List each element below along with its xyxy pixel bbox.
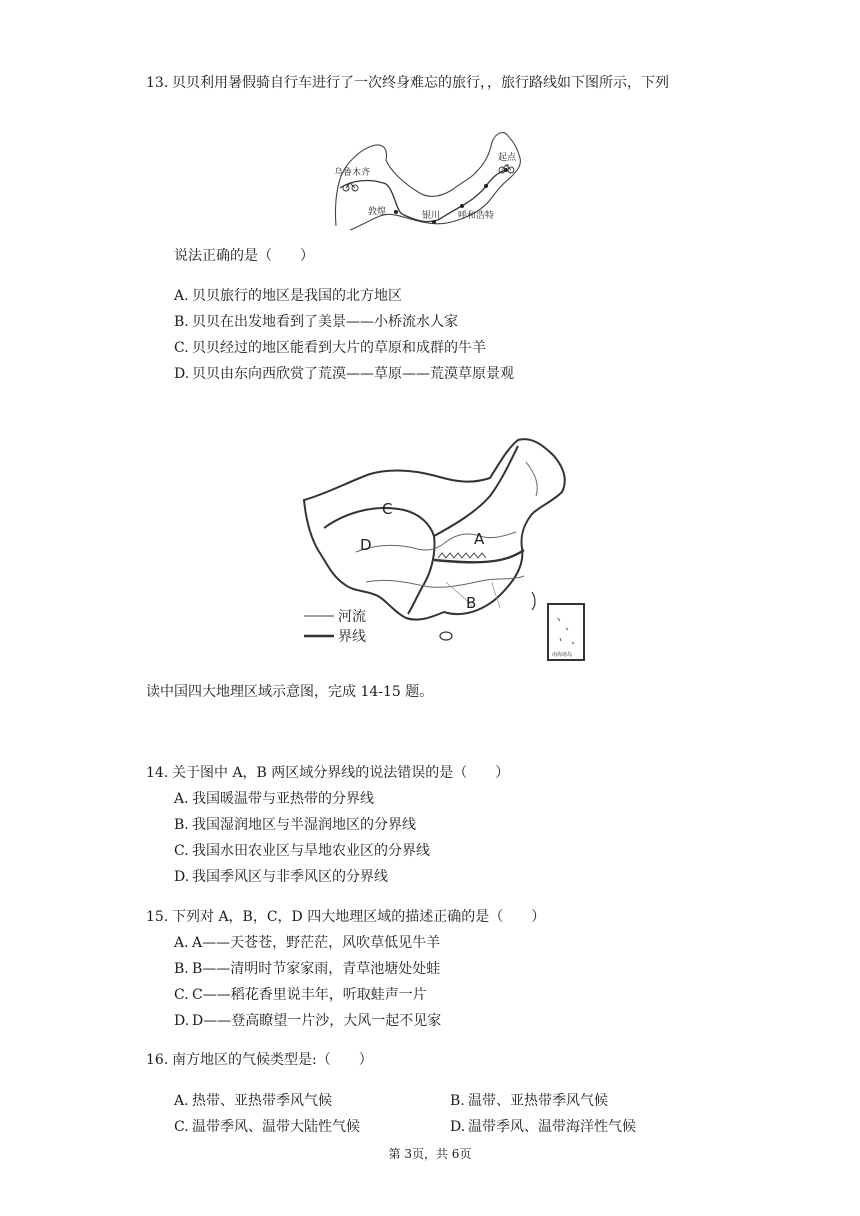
legend-river: 河流 (338, 609, 366, 625)
label-start: 起点 (498, 153, 517, 163)
china-regions-map (296, 432, 596, 667)
region-label-c: C (382, 500, 393, 518)
q14-option-b: B. 我国湿润地区与半湿润地区的分界线 (174, 817, 416, 833)
q13-option-c: C. 贝贝经过的地区能看到大片的草原和成群的牛羊 (174, 340, 486, 356)
q13-stem-text: 贝贝利用暑假骑自行车进行了一次终身难忘的旅行，，旅行路线如下图所示，下列 (172, 75, 669, 91)
q15-option-b: B. B——清明时节家家雨，青草池塘处处蛙 (174, 961, 441, 977)
q14-option-c: C. 我国水田农业区与旱地农业区的分界线 (174, 843, 430, 859)
q13-number: 13. (146, 75, 169, 91)
map-legend (304, 608, 366, 645)
q15-number: 15. (146, 909, 169, 925)
region-label-a: A (474, 530, 485, 548)
q16-option-a: A. 热带、亚热带季风气候 (174, 1093, 332, 1109)
label-urumqi: 乌鲁木齐 (334, 168, 371, 178)
q15-stem-text: 下列对 A，B，C，D 四大地理区域的描述正确的是（ ） (172, 909, 546, 925)
q15-option-a: A. A——天苍苍，野茫茫，风吹草低见牛羊 (174, 935, 441, 951)
bicycle-icon-west (343, 183, 358, 191)
q13-option-a: A. 贝贝旅行的地区是我国的北方地区 (174, 288, 402, 304)
intro-14-15: 读中国四大地理区域示意图，完成 14-15 题。 (146, 684, 434, 700)
legend-boundary: 界线 (338, 629, 366, 645)
q16-option-b: B. 温带、亚热带季风气候 (450, 1093, 608, 1109)
inset-label: 南海诸岛 (552, 652, 573, 658)
q14-option-a: A. 我国暖温带与亚热带的分界线 (174, 791, 374, 807)
region-label-d: D (360, 536, 372, 554)
q14-option-d: D. 我国季风区与非季风区的分界线 (174, 869, 388, 885)
q16-stem (146, 1049, 373, 1069)
page-footer: 第 3页，共 6页 (388, 1147, 472, 1161)
q13-option-b: B. 贝贝在出发地看到了美景——小桥流水人家 (174, 314, 458, 330)
q14-number: 14. (146, 765, 169, 781)
q13-option-d: D. 贝贝由东向西欣赏了荒漠——草原——荒漠草原景观 (174, 366, 514, 382)
label-yinchuan: 银川 (422, 211, 441, 221)
q14-stem (146, 762, 509, 782)
q15-option-d: D. D——登高瞭望一片沙，大风一起不见家 (174, 1013, 442, 1029)
q13-stem (146, 72, 669, 92)
q13-stem-continued: 说法正确的是（ ） (174, 248, 314, 264)
q16-number: 16. (146, 1052, 169, 1068)
route-map (330, 120, 530, 240)
q15-stem (146, 906, 545, 926)
q14-stem-text: 关于图中 A，B 两区域分界线的说法错误的是（ ） (172, 765, 510, 781)
q15-option-c: C. C——稻花香里说丰年，听取蛙声一片 (174, 987, 427, 1003)
region-label-b: B (466, 594, 477, 612)
q16-option-c: C. 温带季风、温带大陆性气候 (174, 1119, 360, 1135)
label-hohhot: 呼和浩特 (458, 211, 495, 221)
q16-option-d: D. 温带季风、温带海洋性气候 (450, 1119, 636, 1135)
label-dunhuang: 敦煌 (368, 207, 387, 217)
q16-stem-text: 南方地区的气候类型是:（ ） (172, 1052, 373, 1068)
